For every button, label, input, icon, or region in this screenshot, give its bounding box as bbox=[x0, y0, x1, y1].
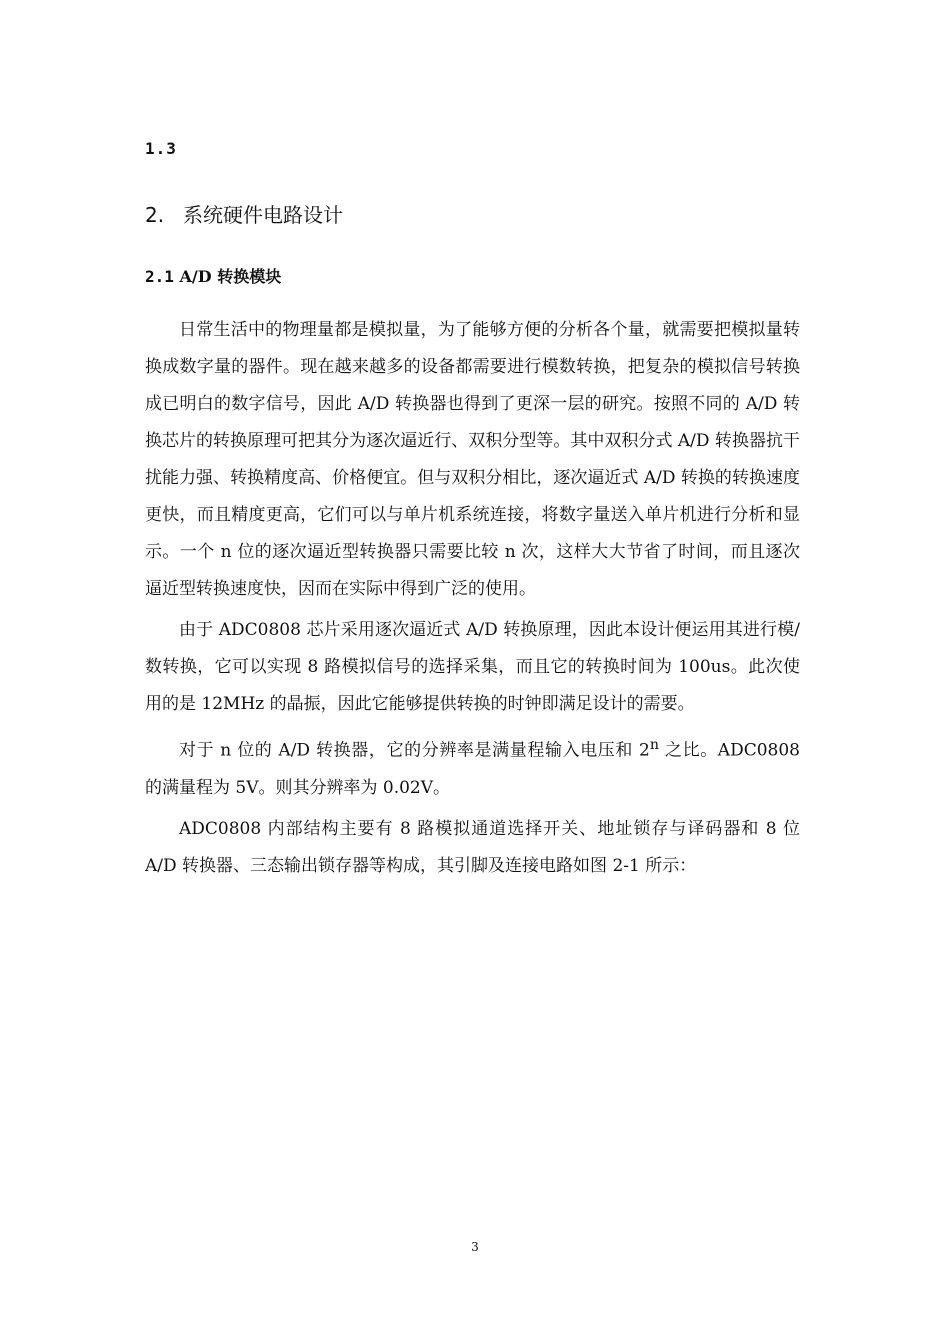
paragraph-ad-intro: 日常生活中的物理量都是模拟量，为了能够方便的分析各个量，就需要把模拟量转换成数字量的器件。现在越来越多的设备都需要进行模数转换，把复杂的模拟信号转换成已明白的数字信号，因此 A/D 转换器也得到了更深一层的研究。按照不同的 A/D 转换芯片的转换原理可把其分为逐次逼近行、双积分型等。其中双积分式 A/D 转换器抗干扰能力强、转换精度高、价格便宜。但与双积分相比，逐次逼近式 A/D 转换的转换速度更快，而且精度更高，它们可以与单片机系统连接，将数字量送入单片机进行分析和显示。一个 n 位的逐次逼近型转换器只需要比较 n 次，这样大大节省了时间，而且逐次逼近型转换速度快，因而在实际中得到广泛的使用。 bbox=[145, 320, 800, 599]
section-heading-2-1 bbox=[145, 264, 281, 287]
resolution-text-after: 之比。ADC0808 的满量程为 5V。则其分辨率为 0.02V。 bbox=[145, 740, 800, 798]
section-heading-2-title: 系统硬件电路设计 bbox=[183, 203, 343, 227]
paragraph-resolution bbox=[145, 727, 800, 807]
body-text bbox=[145, 312, 800, 889]
resolution-exponent: n bbox=[649, 737, 659, 753]
section-heading-2-1-number: 2.1 bbox=[145, 267, 174, 286]
section-number-1-3: 1.3 bbox=[145, 139, 177, 158]
paragraph-adc0808-usage: 由于 ADC0808 芯片采用逐次逼近式 A/D 转换原理，因此本设计便运用其进行模/数转换，它可以实现 8 路模拟信号的选择采集，而且它的转换时间为 100us。此次使用的是 12MHz 的晶振，因此它能够提供转换的时钟即满足设计的需要。 bbox=[145, 620, 800, 714]
section-heading-2-1-title: A/D 转换模块 bbox=[179, 267, 282, 286]
resolution-text-before: 对于 n 位的 A/D 转换器，它的分辨率是满量程输入电压和 2 bbox=[179, 740, 650, 761]
section-heading-2 bbox=[145, 199, 343, 228]
paragraph-internal-structure: ADC0808 内部结构主要有 8 路模拟通道选择开关、地址锁存与译码器和 8 位 A/D 转换器、三态输出锁存器等构成，其引脚及连接电路如图 2-1 所示： bbox=[145, 818, 800, 876]
section-heading-2-number: 2. bbox=[145, 203, 165, 227]
page-number: 3 bbox=[471, 1240, 479, 1254]
